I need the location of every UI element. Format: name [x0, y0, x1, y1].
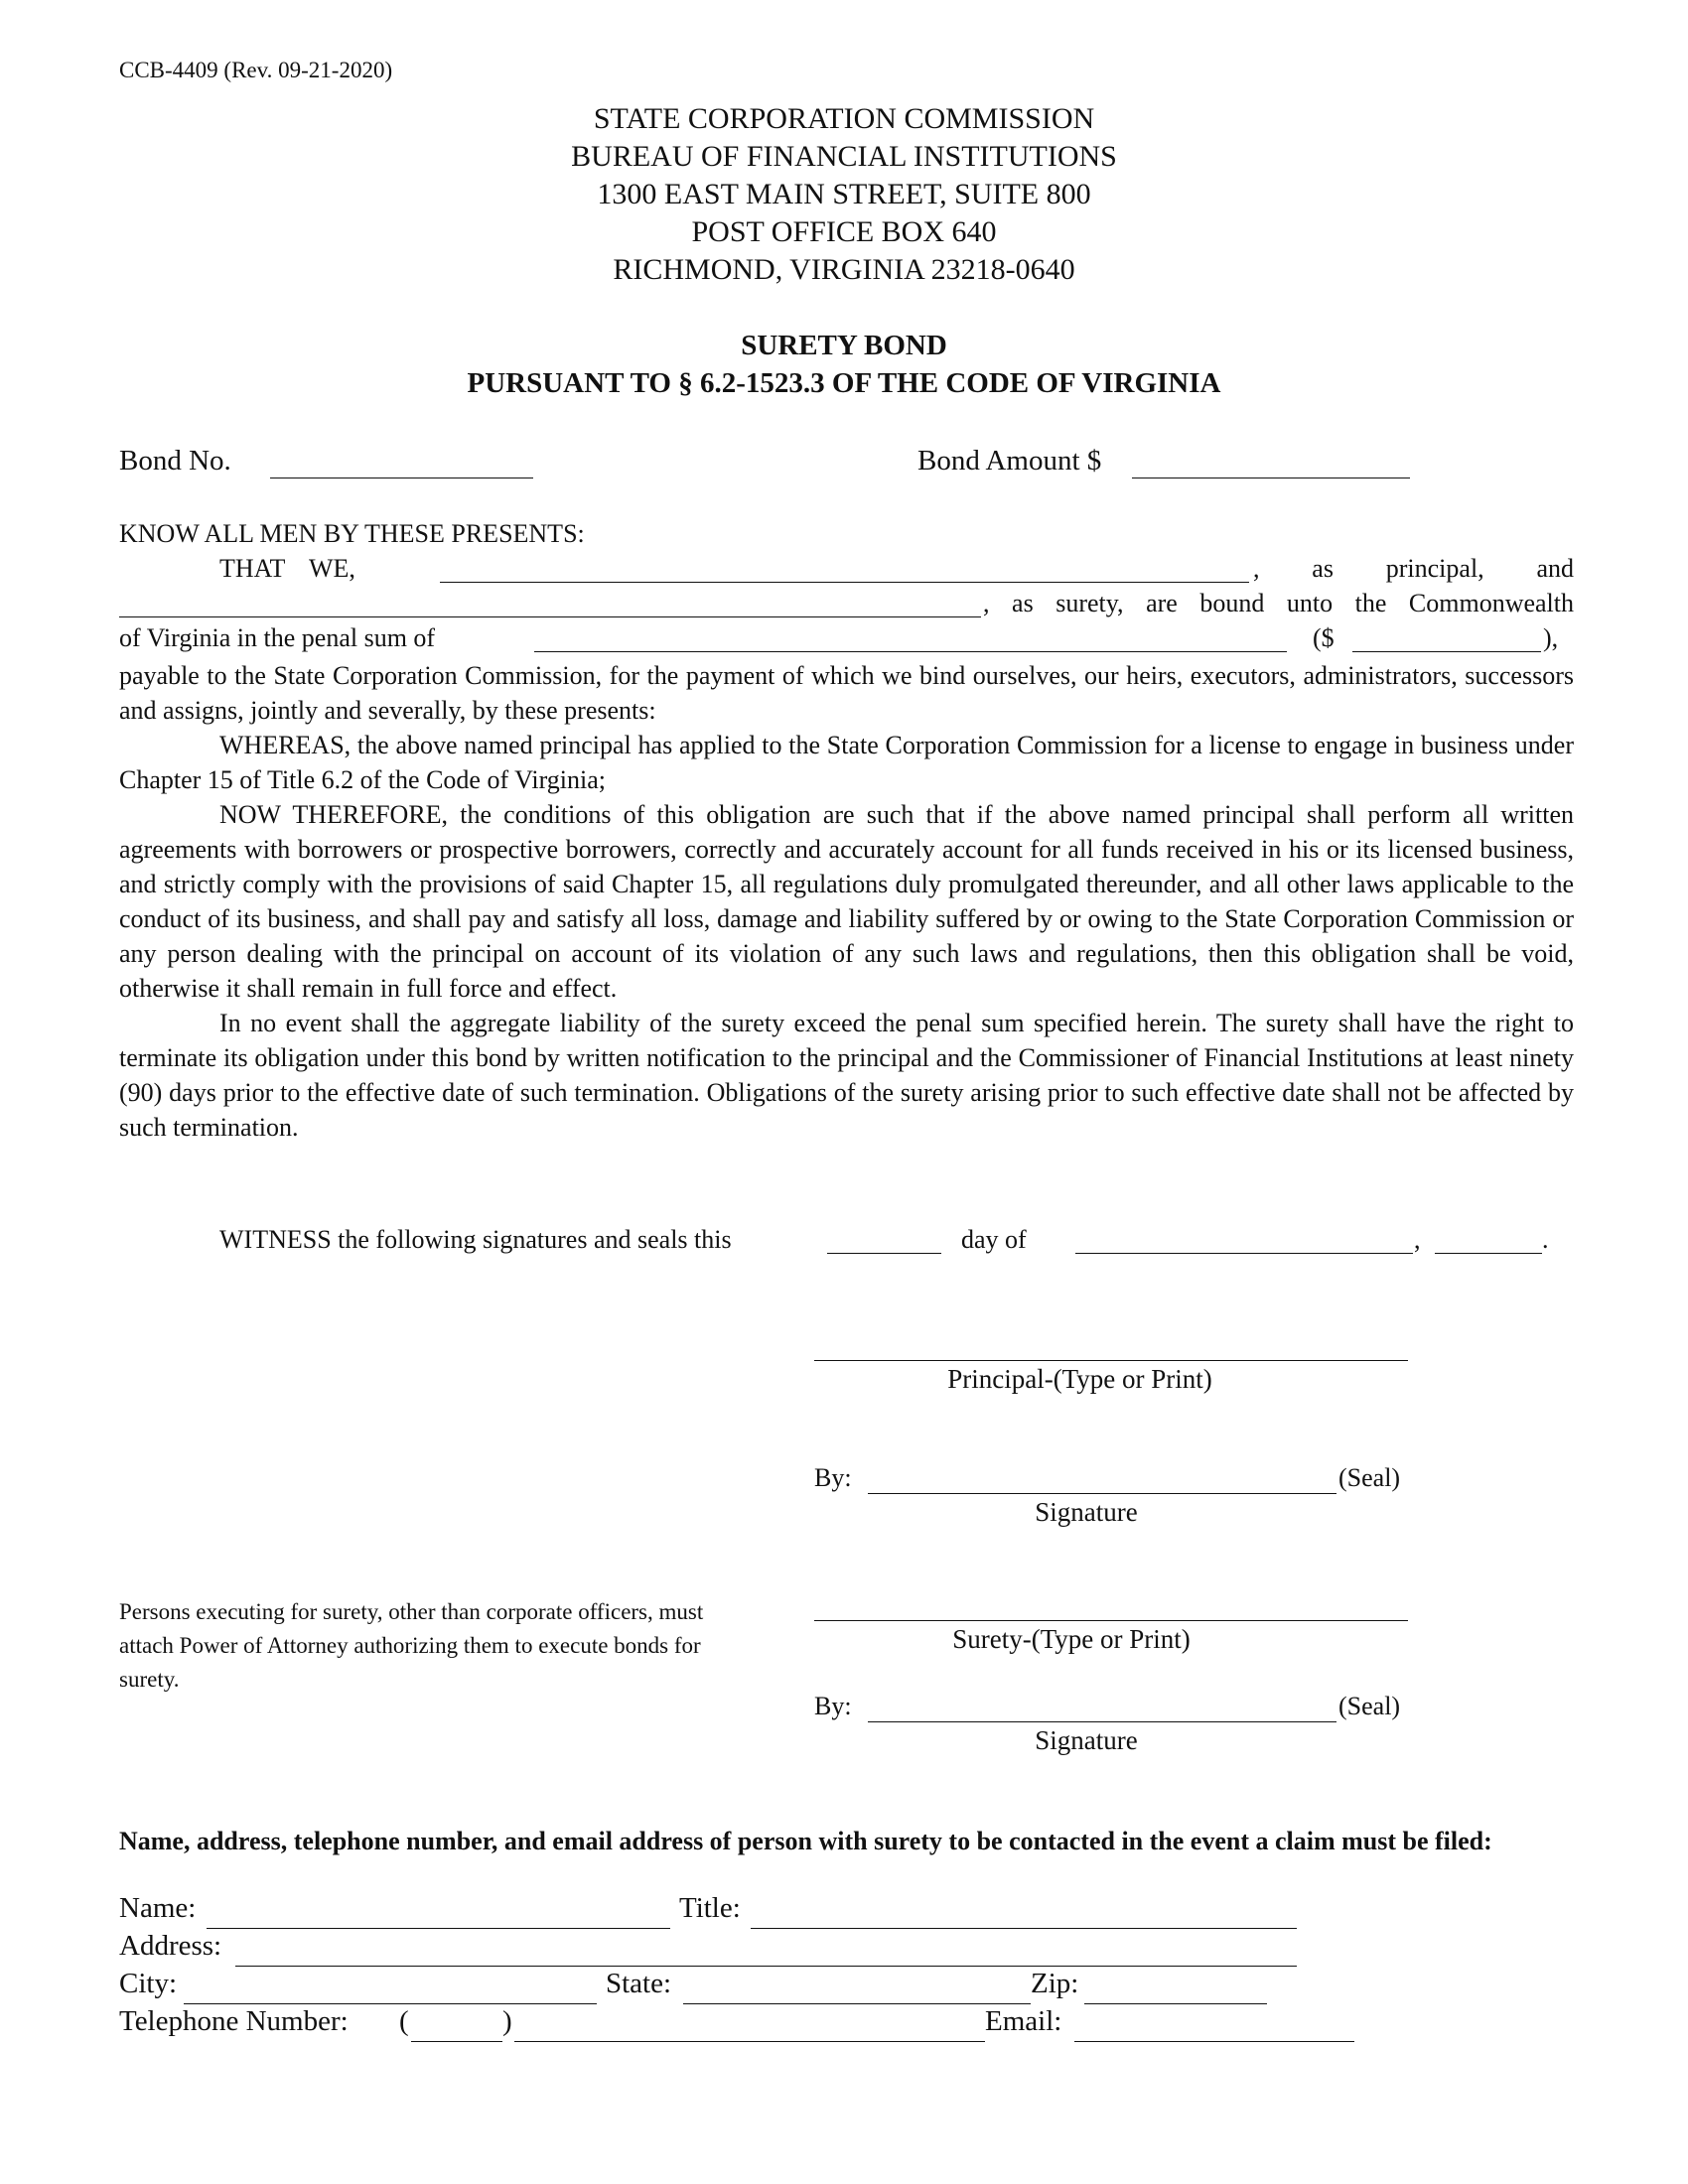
contact-name-field[interactable]: [207, 1928, 670, 1929]
header-line-5: RICHMOND, VIRGINIA 23218-0640: [613, 253, 1075, 286]
witness-day-of: day of: [961, 1225, 1027, 1254]
principal-name-field[interactable]: [440, 582, 1249, 583]
principal-signature-field[interactable]: [868, 1493, 1336, 1494]
header-line-4: POST OFFICE BOX 640: [691, 215, 997, 248]
penal-sum-amount-field[interactable]: [1352, 651, 1541, 652]
contact-paren-close: ): [502, 2005, 512, 2037]
surety-by-label: By:: [814, 1692, 852, 1720]
witness-comma: ,: [1414, 1225, 1421, 1254]
contact-state-label: State:: [606, 1968, 672, 1999]
contact-paren-open: (: [399, 2005, 409, 2037]
surety-power-of-attorney-note: Persons executing for surety, other than corporate officers, must attach Power of Attorney authorizing them to execute bonds for surety.: [119, 1599, 704, 1692]
contact-city-field[interactable]: [184, 2003, 597, 2004]
dollar-open: ($: [1313, 623, 1335, 652]
contact-zip-field[interactable]: [1084, 2003, 1267, 2004]
bond-body-text: [119, 658, 1574, 1145]
principal-caption: Principal-(Type or Print): [947, 1364, 1212, 1394]
surety-signature-caption: Signature: [1035, 1725, 1138, 1755]
bond-amount-label: Bond Amount $: [917, 445, 1102, 477]
header-line-2: BUREAU OF FINANCIAL INSTITUTIONS: [571, 140, 1117, 173]
surety-signature-field[interactable]: [868, 1721, 1336, 1722]
payable-paragraph: payable to the State Corporation Commission, for the payment of which we bind ourselves, our heirs, executors, administrators, successors and assigns, jointly and severally, by these presents:: [119, 661, 1574, 725]
penal-sum-words-field[interactable]: [534, 651, 1287, 652]
contact-telephone-label: Telephone Number:: [119, 2005, 349, 2037]
contact-city-label: City:: [119, 1968, 178, 1999]
contact-phone-field[interactable]: [514, 2041, 985, 2042]
bond-no-label: Bond No.: [119, 445, 231, 477]
surety-name-field[interactable]: [119, 616, 981, 617]
contact-email-label: Email:: [985, 2005, 1062, 2037]
witness-day-field[interactable]: [827, 1253, 941, 1254]
header-line-3: 1300 EAST MAIN STREET, SUITE 800: [597, 178, 1091, 210]
contact-title-field[interactable]: [751, 1928, 1297, 1929]
in-no-event-paragraph: In no event shall the aggregate liability of the surety exceed the penal sum specified herein. The surety shall have the right to terminate its obligation under this bond by written notification to the principal and the Commissioner of Financial Institutions at least ninety (90) days prior to the effective date of such termination. Obligations of the surety arising prior to such effective date shall not be affected by such termination.: [119, 1009, 1574, 1142]
principal-by-label: By:: [814, 1463, 852, 1492]
contact-zip-label: Zip:: [1031, 1968, 1079, 1999]
surety-seal: (Seal): [1338, 1692, 1401, 1720]
know-all-men: KNOW ALL MEN BY THESE PRESENTS:: [119, 519, 585, 548]
contact-name-label: Name:: [119, 1892, 197, 1924]
form-number: CCB-4409 (Rev. 09-21-2020): [119, 58, 393, 82]
contact-area-code-field[interactable]: [411, 2041, 502, 2042]
principal-signature-caption: Signature: [1035, 1497, 1138, 1527]
as-principal-and: , as principal, and: [1253, 554, 1574, 583]
contact-title-label: Title:: [679, 1892, 741, 1924]
contact-email-field[interactable]: [1074, 2041, 1354, 2042]
whereas-paragraph: WHEREAS, the above named principal has applied to the State Corporation Commission for a license to engage in business under Chapter 15 of Title 6.2 of the Code of Virginia;: [119, 731, 1574, 794]
title-surety-bond: SURETY BOND: [741, 330, 947, 361]
surety-caption: Surety-(Type or Print): [952, 1624, 1191, 1654]
contact-address-label: Address:: [119, 1930, 222, 1962]
now-therefore-paragraph: NOW THEREFORE, the conditions of this obligation are such that if the above named principal shall perform all written agreements with borrowers or prospective borrowers, correctly and accurately account for all funds received in his or its licensed business, and strictly comply with the provisions of said Chapter 15, all regulations duly promulgated thereunder, and all other laws applicable to the conduct of its business, and shall pay and satisfy all loss, damage and liability suffered by or owing to the State Corporation Commission or any person dealing with the principal on account of its violation of any such laws and regulations, then this obligation shall be void, otherwise it shall remain in full force and effect.: [119, 800, 1574, 1003]
as-surety-text: , as surety, are bound unto the Commonwealth: [983, 589, 1574, 617]
surety-name-line[interactable]: [814, 1620, 1408, 1621]
witness-text: WITNESS the following signatures and seals this: [219, 1225, 732, 1254]
penal-sum-label: of Virginia in the penal sum of: [119, 623, 436, 652]
principal-seal: (Seal): [1338, 1463, 1401, 1492]
that-we-label: THAT WE,: [219, 554, 355, 583]
witness-month-field[interactable]: [1075, 1253, 1413, 1254]
title-code-reference: PURSUANT TO § 6.2-1523.3 OF THE CODE OF VIRGINIA: [467, 367, 1221, 399]
dollar-close: ),: [1543, 623, 1559, 652]
witness-year-field[interactable]: [1435, 1253, 1542, 1254]
contact-state-field[interactable]: [683, 2003, 1031, 2004]
contact-address-field[interactable]: [235, 1966, 1297, 1967]
contact-heading: Name, address, telephone number, and email address of person with surety to be contacted in the event a claim must be filed:: [119, 1827, 1492, 1855]
principal-name-line[interactable]: [814, 1360, 1408, 1361]
header-line-1: STATE CORPORATION COMMISSION: [593, 102, 1095, 135]
witness-period: .: [1542, 1225, 1549, 1254]
